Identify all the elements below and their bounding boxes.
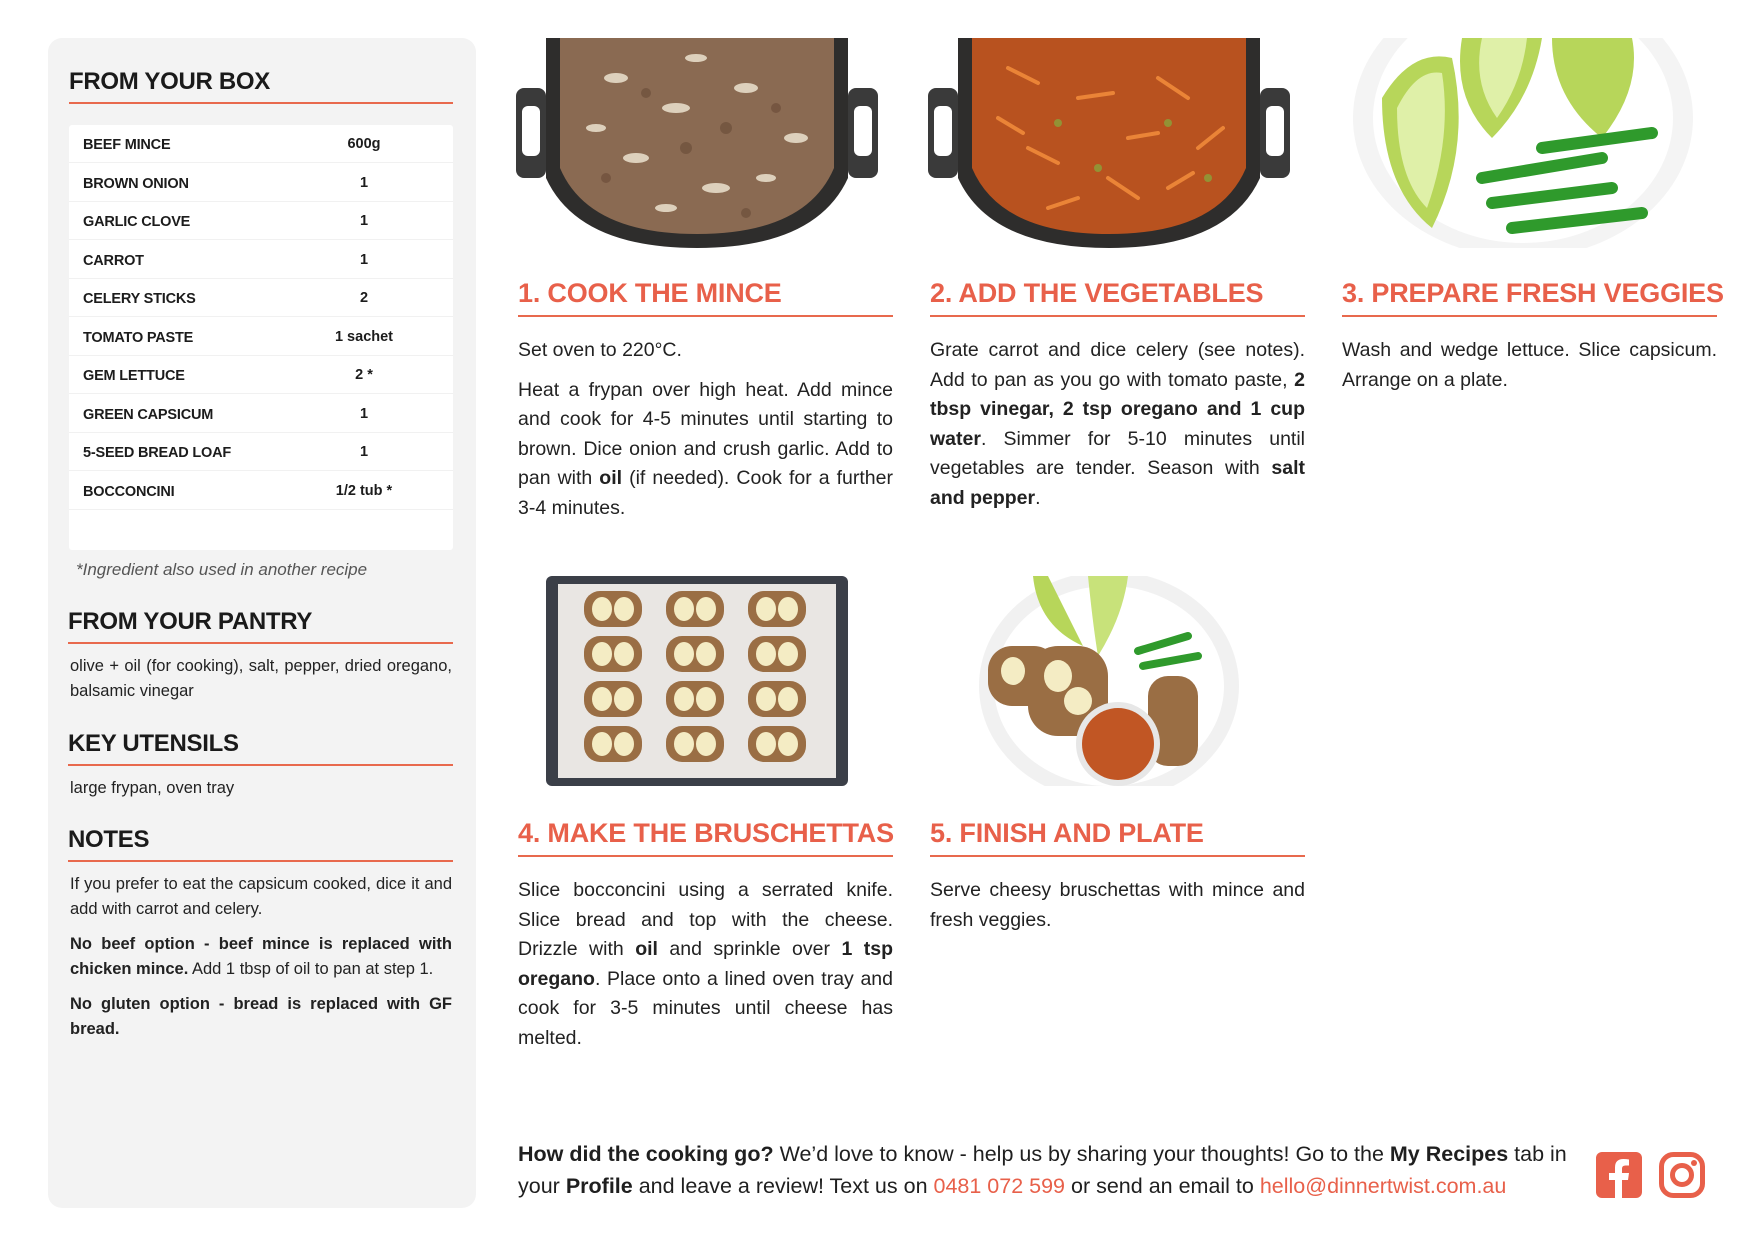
step-4-c: and sprinkle over xyxy=(657,938,842,960)
ingredient-row xyxy=(69,472,453,510)
notes-heading: NOTES xyxy=(68,826,453,862)
notes-text xyxy=(70,872,452,1042)
footer-my-recipes: My Recipes xyxy=(1389,1142,1509,1166)
step-2-a: Grate carrot and dice celery (see notes). Add to pan as you go with tomato paste, xyxy=(930,339,1305,391)
ingredient-footnote: *Ingredient also used in another recipe xyxy=(76,560,368,579)
ingredient-name: BOCCONCINI xyxy=(83,483,175,500)
step-5-title: 5. FINISH AND PLATE xyxy=(930,818,1305,857)
ingredient-quantity: 2 xyxy=(359,290,369,306)
step-2-c: . Simmer for 5-10 minutes until vegetables are tender. Season with xyxy=(930,427,1305,479)
footer-text-4: or send an email to xyxy=(1065,1174,1260,1198)
note-no-gluten-bold: No gluten option - bread is replaced with GF bread. xyxy=(70,995,452,1038)
ingredient-name: BROWN ONION xyxy=(83,175,189,192)
step-1-image-mince-in-pan xyxy=(516,38,878,248)
step-4-e: . Place onto a lined oven tray and cook for 3-5 minutes until cheese has melted. xyxy=(518,967,893,1049)
ingredient-quantity: 1 xyxy=(359,405,369,422)
ingredient-quantity: 1/2 tub * xyxy=(335,482,393,499)
step-1-title: 1. COOK THE MINCE xyxy=(518,278,893,317)
step-1-oven: Set oven to 220°C. xyxy=(518,339,682,361)
step-3-image-lettuce-and-capsicum-plate xyxy=(1342,38,1704,248)
step-4-d: 1 tsp oregano xyxy=(518,938,893,990)
facebook-icon[interactable] xyxy=(1596,1152,1642,1198)
step-3-title: 3. PREPARE FRESH VEGGIES xyxy=(1342,278,1717,317)
ingredient-quantity: 1 xyxy=(359,251,369,268)
footer-text-1: We’d love to know - help us by sharing your thoughts! Go to the xyxy=(773,1142,1390,1166)
step-1-method-c: (if needed). Cook for a further 3-4 minutes. xyxy=(518,467,893,519)
ingredient-table xyxy=(69,125,453,550)
step-1-text xyxy=(518,336,893,533)
ingredients-sidebar xyxy=(48,38,476,1208)
step-5-image-plated-meal xyxy=(928,576,1290,786)
ingredient-row xyxy=(69,279,453,317)
ingredient-quantity: 1 sachet xyxy=(334,328,394,345)
step-1-method-a: Heat a frypan over high heat. Add mince and cook for 4-5 minutes until starting to brown. Dice onion and crush garlic. Add to pan with xyxy=(518,378,893,489)
ingredient-name: BEEF MINCE xyxy=(83,137,171,153)
step-5-text: Serve cheesy bruschettas with mince and fresh veggies. xyxy=(930,879,1305,931)
step-4-text xyxy=(518,876,893,1063)
ingredient-row xyxy=(69,125,453,163)
ingredient-row xyxy=(69,202,453,240)
feedback-footer xyxy=(518,1138,1578,1202)
ingredient-row xyxy=(69,395,453,433)
note-no-beef xyxy=(70,932,452,982)
footer-email-link[interactable]: hello@dinnertwist.com.au xyxy=(1259,1174,1507,1198)
footer-phone-link[interactable]: 0481 072 599 xyxy=(933,1174,1066,1198)
ingredient-name: 5-SEED BREAD LOAF xyxy=(83,445,232,461)
ingredient-row xyxy=(69,433,453,471)
ingredient-name: TOMATO PASTE xyxy=(83,329,194,346)
ingredient-quantity: 1 xyxy=(359,213,369,229)
step-2-text xyxy=(930,336,1305,523)
ingredient-quantity: 2 * xyxy=(355,367,373,383)
footer-text-2: tab in your xyxy=(518,1142,1567,1198)
ingredient-row xyxy=(69,241,453,279)
ingredient-row xyxy=(69,164,453,202)
utensils-text: large frypan, oven tray xyxy=(70,779,235,797)
instagram-icon[interactable] xyxy=(1659,1152,1705,1198)
step-4-method xyxy=(518,876,893,1053)
footer-text-3: and leave a review! Text us on xyxy=(632,1174,934,1198)
step-4-b: oil xyxy=(635,938,658,960)
step-2-e: . xyxy=(1035,486,1041,509)
step-2-image-vegetables-in-pan xyxy=(928,38,1290,248)
step-2-d: salt and pepper xyxy=(930,457,1305,509)
step-1-method xyxy=(518,376,893,524)
note-no-beef-rest: Add 1 tbsp of oil to pan at step 1. xyxy=(188,960,434,978)
ingredient-quantity: 600g xyxy=(347,136,381,152)
step-2-title: 2. ADD THE VEGETABLES xyxy=(930,278,1305,317)
ingredient-name: GREEN CAPSICUM xyxy=(83,406,214,423)
step-4-image-bruschettas-on-tray xyxy=(516,576,878,786)
footer-profile: Profile xyxy=(565,1174,633,1198)
ingredient-name: GEM LETTUCE xyxy=(83,368,185,384)
footer-question: How did the cooking go? xyxy=(518,1142,774,1166)
ingredient-name: GARLIC CLOVE xyxy=(83,214,191,230)
note-no-gluten xyxy=(70,992,452,1042)
ingredient-row xyxy=(69,318,453,356)
ingredient-name: CELERY STICKS xyxy=(83,291,196,307)
ingredient-name: CARROT xyxy=(83,252,144,269)
step-3-text: Wash and wedge lettuce. Slice capsicum. Arrange on a plate. xyxy=(1342,339,1717,391)
step-4-title: 4. MAKE THE BRUSCHETTAS xyxy=(518,818,893,857)
key-utensils-heading: KEY UTENSILS xyxy=(68,730,453,766)
from-your-pantry-heading: FROM YOUR PANTRY xyxy=(68,608,453,644)
step-1-method-oil: oil xyxy=(599,467,623,489)
note-no-beef-bold: No beef option - beef mince is replaced with chicken mince. xyxy=(70,935,452,978)
from-your-box-heading: FROM YOUR BOX xyxy=(69,68,453,104)
step-2-method xyxy=(930,336,1305,513)
ingredient-quantity: 1 xyxy=(359,174,369,191)
ingredient-quantity: 1 xyxy=(359,444,369,460)
step-4-a: Slice bocconcini using a serrated knife. Slice bread and top with the cheese. Drizzle with xyxy=(518,879,893,960)
step-2-b: 2 tbsp vinegar, 2 tsp oregano and 1 cup water xyxy=(930,368,1305,450)
ingredient-row xyxy=(69,356,453,394)
pantry-text: olive + oil (for cooking), salt, pepper, dried oregano, balsamic vinegar xyxy=(70,657,452,700)
note-capsicum: If you prefer to eat the capsicum cooked, dice it and add with carrot and celery. xyxy=(70,875,452,918)
